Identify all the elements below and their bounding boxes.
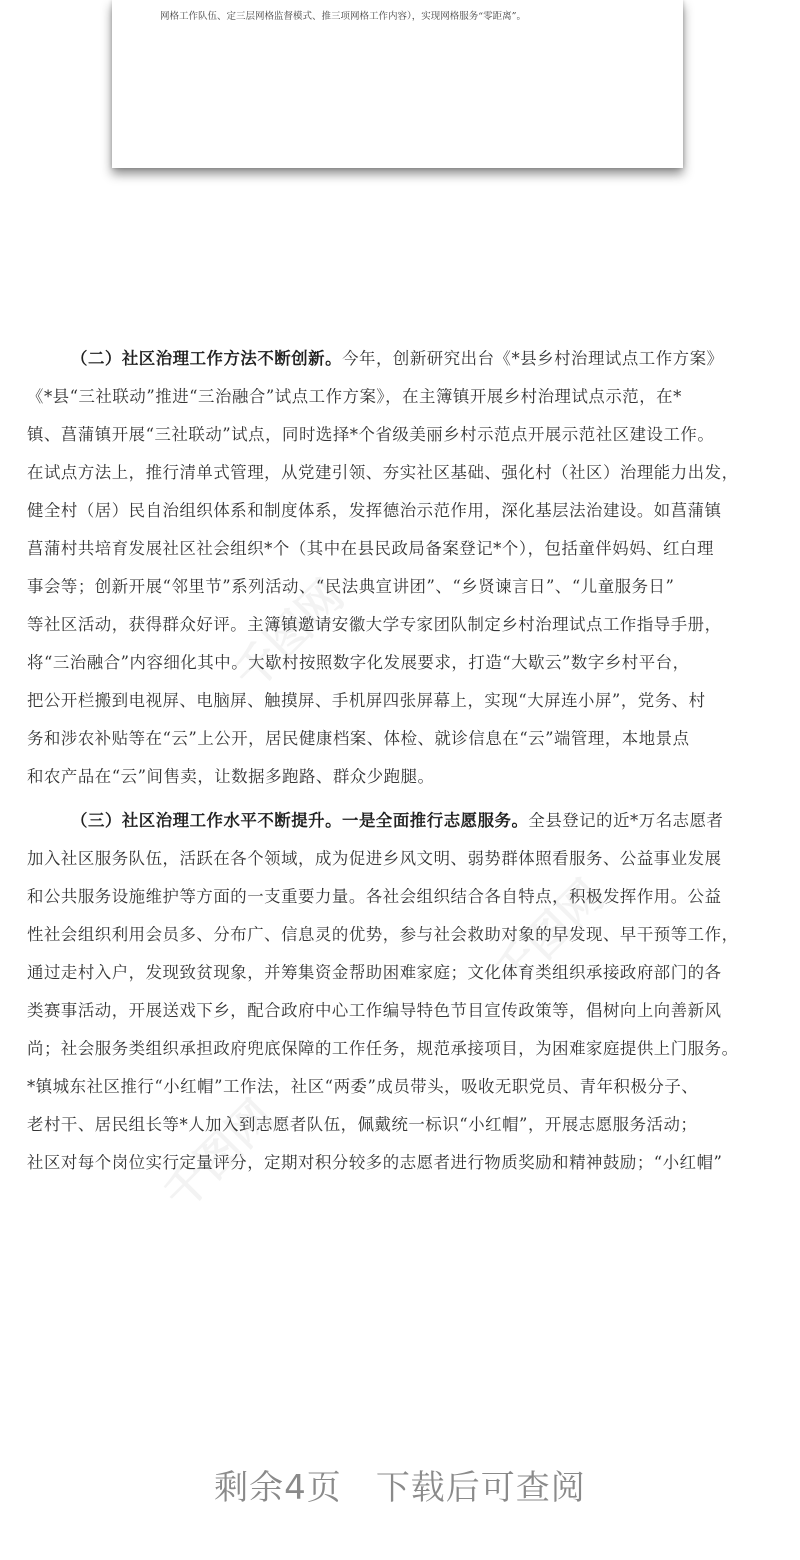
text-line [27, 1144, 775, 1182]
line-text: 社区对每个岗位实行定量评分，定期对积分较多的志愿者进行物质奖励和精神鼓励；“小红帽” [27, 1153, 723, 1172]
line-text: 健全村（居）民自治组织体系和制度体系，发挥德治示范作用，深化基层法治建设。如菖蒲镇 [27, 501, 722, 520]
text-line [27, 916, 775, 954]
line-text: 老村干、居民组长等*人加入到志愿者队伍，佩戴统一标识“小红帽”，开展志愿服务活动； [27, 1115, 698, 1134]
line-text: 类赛事活动，开展送戏下乡，配合政府中心工作编导特色节目宣传政策等，倡树向上向善新风 [27, 1001, 722, 1020]
line-text: 等社区活动，获得群众好评。主簿镇邀请安徽大学专家团队制定乡村治理试点工作指导手册， [27, 615, 722, 634]
section-heading: （二）社区治理工作方法不断创新。 [71, 349, 343, 368]
text-line [27, 802, 775, 840]
text-line [27, 568, 775, 606]
watermark: 千图网 [154, 1090, 284, 1220]
line-text: 通过走村入户，发现致贫现象，并筹集资金帮助困难家庭；文化体育类组织承接政府部门的各 [27, 963, 722, 982]
line-text: 事会等；创新开展“邻里节”系列活动、“民法典宣讲团”、“乡贤谏言日”、“儿童服务日” [27, 577, 675, 596]
section-heading: （三）社区治理工作水平不断提升。一是全面推行志愿服务。 [71, 811, 529, 830]
line-text: 和公共服务设施维护等方面的一支重要力量。各社会组织结合各自特点，积极发挥作用。公益 [27, 887, 722, 906]
line-text: 今年，创新研究出台《*县乡村治理试点工作方案》 [342, 349, 724, 368]
line-text: 将“三治融合”内容细化其中。大歇村按照数字化发展要求，打造“大歇云”数字乡村平台， [27, 653, 690, 672]
text-line [27, 954, 775, 992]
line-text: 全县登记的近*万名志愿者 [528, 811, 724, 830]
text-line [27, 1106, 775, 1144]
text-line [27, 682, 775, 720]
line-text: 《*县“三社联动”推进“三治融合”试点工作方案》，在主簿镇开展乡村治理试点示范，在* [27, 387, 682, 406]
download-hint-label[interactable]: 下载后可查阅 [375, 1468, 586, 1508]
line-text: 菖蒲村共培育发展社区社会组织*个（其中在县民政局备案登记*个），包括童伴妈妈、红白理 [27, 539, 714, 558]
text-line [27, 378, 775, 416]
line-text: 把公开栏搬到电视屏、电脑屏、触摸屏、手机屏四张屏幕上，实现“大屏连小屏”，党务、村 [27, 691, 706, 710]
text-line [27, 992, 775, 1030]
text-line [27, 720, 775, 758]
text-line [27, 840, 775, 878]
watermark: 千图网 [224, 570, 354, 700]
paragraph [27, 802, 775, 1182]
line-text: *镇城东社区推行“小红帽”工作法，社区“两委”成员带头，吸收无职党员、青年积极分子、 [27, 1077, 699, 1096]
line-text: 加入社区服务队伍，活跃在各个领域，成为促进乡风文明、弱势群体照看服务、公益事业发展 [27, 849, 722, 868]
text-line [27, 878, 775, 916]
text-line [27, 1030, 775, 1068]
text-line [27, 454, 775, 492]
text-line [27, 416, 775, 454]
document-body [27, 340, 775, 1188]
previous-page-card [112, 0, 683, 168]
text-line [27, 530, 775, 568]
text-line [27, 606, 775, 644]
previous-page-text: 网格工作队伍、定三层网格监督模式、推三项网格工作内容），实现网格服务“零距离”。 [160, 11, 526, 22]
text-line [27, 1068, 775, 1106]
watermark: 千图网 [484, 870, 614, 1000]
text-line [27, 644, 775, 682]
remaining-pages-label[interactable]: 剩余4页 [214, 1468, 342, 1508]
line-text: 镇、菖蒲镇开展“三社联动”试点，同时选择*个省级美丽乡村示范点开展示范社区建设工作。 [27, 425, 715, 444]
text-line [27, 492, 775, 530]
download-prompt[interactable] [0, 1460, 800, 1509]
line-text: 在试点方法上，推行清单式管理，从党建引领、夯实社区基础、强化村（社区）治理能力出发， [27, 463, 739, 482]
text-line [27, 758, 775, 796]
line-text: 和农产品在“云”间售卖，让数据多跑路、群众少跑腿。 [27, 767, 435, 786]
text-line [27, 340, 775, 378]
line-text: 性社会组织利用会员多、分布广、信息灵的优势，参与社会救助对象的早发现、早干预等工作， [27, 925, 739, 944]
line-text: 尚；社会服务类组织承担政府兜底保障的工作任务，规范承接项目，为困难家庭提供上门服务。 [27, 1039, 739, 1058]
line-text: 务和涉农补贴等在“云”上公开，居民健康档案、体检、就诊信息在“云”端管理，本地景点 [27, 729, 690, 748]
paragraph [27, 340, 775, 796]
